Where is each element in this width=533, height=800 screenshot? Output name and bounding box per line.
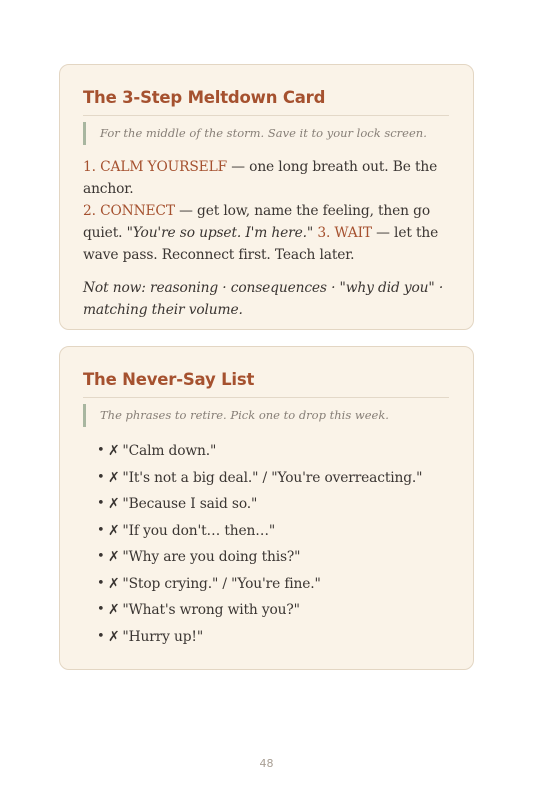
step3-text: — let the wave pass.: [83, 225, 439, 263]
cross-icon: ✗: [108, 443, 120, 459]
cross-icon: ✗: [108, 549, 120, 565]
phrase-text: "Because I said so.": [122, 496, 258, 512]
never-say-note: The phrases to retire. Pick one to drop this week.: [83, 404, 449, 427]
phrase-text: "What's wrong with you?": [122, 602, 300, 618]
page-number: 48: [259, 757, 274, 770]
list-item: [97, 624, 449, 651]
phrase-text: "It's not a big deal." / "You're overreacting.": [122, 469, 423, 486]
step1-text: — one long breath out. Be the anchor.: [83, 159, 438, 197]
step1-label: 1. CALM YOURSELF: [83, 159, 228, 175]
list-item: [97, 518, 449, 545]
cross-icon: ✗: [108, 522, 120, 539]
bullet-icon: •: [97, 469, 105, 485]
list-item: [97, 438, 449, 465]
meltdown-card-note: For the middle of the storm. Save it to your lock screen.: [83, 122, 449, 145]
meltdown-card-title: The 3-Step Meltdown Card: [83, 88, 326, 107]
meltdown-steps: [83, 156, 449, 266]
phrase-text: "If you don't… then…": [122, 522, 276, 539]
cross-icon: ✗: [108, 469, 120, 486]
phrase-text: "Why are you doing this?": [122, 549, 301, 565]
never-say-card: [59, 346, 474, 670]
list-item: [97, 571, 449, 598]
never-say-title: The Never-Say List: [83, 370, 255, 389]
step2-label: 2. CONNECT: [83, 203, 175, 219]
title-divider: [83, 397, 449, 398]
list-item: [97, 465, 449, 492]
closing-line: Reconnect first. Teach later.: [161, 247, 355, 263]
bullet-icon: •: [97, 602, 105, 617]
bullet-icon: •: [97, 496, 105, 511]
step3-label: 3. WAIT: [317, 225, 372, 241]
bullet-icon: •: [97, 522, 105, 538]
cross-icon: ✗: [108, 628, 120, 645]
not-now-line: Not now: reasoning · consequences · "why did you" · matching their volume.: [83, 280, 444, 318]
step2-text: — get low, name the feeling, then go quiet.: [83, 203, 430, 241]
list-item: [97, 597, 449, 624]
bullet-icon: •: [97, 549, 105, 564]
step2-quote: "You're so upset. I'm here.": [126, 225, 314, 241]
bullet-icon: •: [97, 575, 105, 591]
meltdown-card: [59, 64, 474, 330]
bullet-icon: •: [97, 628, 105, 644]
cross-icon: ✗: [108, 602, 120, 618]
phrase-text: "Calm down.": [122, 443, 217, 459]
title-divider: [83, 115, 449, 116]
phrase-text: "Hurry up!": [122, 628, 204, 645]
list-item: [97, 544, 449, 571]
never-say-list: [83, 438, 449, 650]
cross-icon: ✗: [108, 575, 120, 592]
phrase-text: "Stop crying." / "You're fine.": [122, 575, 321, 592]
bullet-icon: •: [97, 443, 105, 458]
list-item: [97, 491, 449, 518]
cross-icon: ✗: [108, 496, 120, 512]
